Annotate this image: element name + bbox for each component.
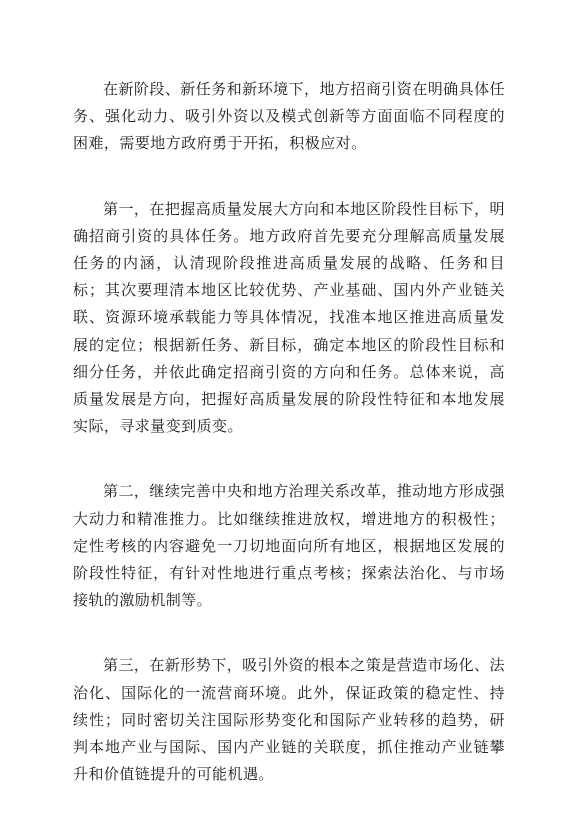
paragraph-intro: 在新阶段、新任务和新环境下，地方招商引资在明确具体任务、强化动力、吸引外资以及模式创新等方面面临不同程度的困难，需要地方政府勇于开拓，积极应对。: [73, 80, 505, 153]
paragraph-first-point: 第一，在把握高质量发展大方向和本地区阶段性目标下，明确招商引资的具体任务。地方政府首先要充分理解高质量发展任务的内涵，认清现阶段推进高质量发展的战略、任务和目标；其次要理清本地区比较优势、产业基础、国内外产业链关联、资源环境承载能力等具体情况，找准本地区推进高质量发展的定位；根据新任务、新目标，确定本地区的阶段性目标和细分任务，并依此确定招商引资的方向和任务。总体来说，高质量发展是方向，把握好高质量发展的阶段性特征和本地发展实际，寻求量变到质变。: [73, 199, 505, 436]
paragraph-second-point: 第二，继续完善中央和地方治理关系改革，推动地方形成强大动力和精准推力。比如继续推进放权，增进地方的积极性；定性考核的内容避免一刀切地面向所有地区，根据地区发展的阶段性特征，有针对性地进行重点考核；探索法治化、与市场接轨的激励机制等。: [73, 482, 505, 610]
paragraph-third-point: 第三，在新形势下，吸引外资的根本之策是营造市场化、法治化、国际化的一流营商环境。此外，保证政策的稳定性、持续性；同时密切关注国际形势变化和国际产业转移的趋势，研判本地产业与国际、国内产业链的关联度，抓住推动产业链攀升和价值链提升的可能机遇。: [73, 656, 505, 784]
